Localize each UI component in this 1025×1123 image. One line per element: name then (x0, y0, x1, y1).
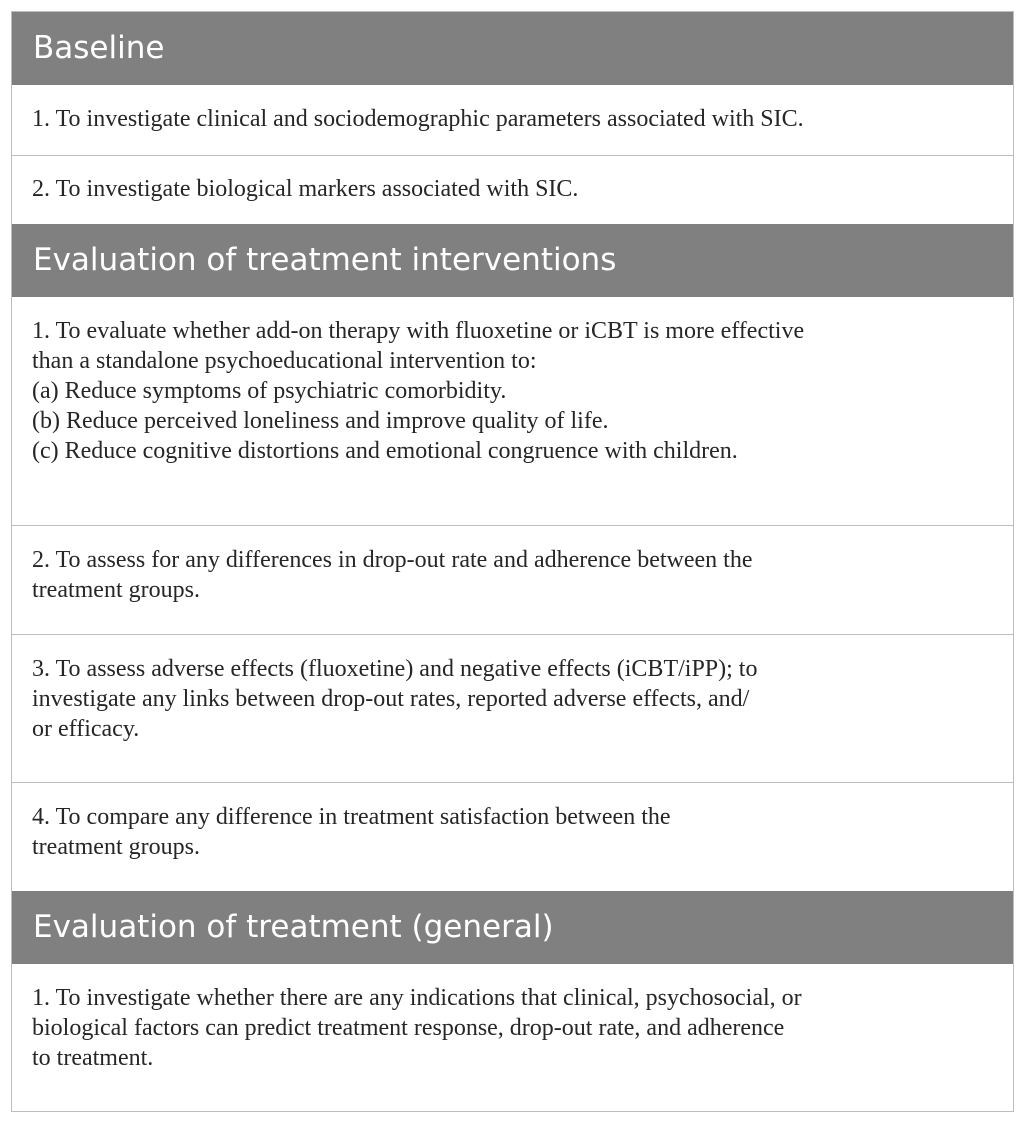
row-text-line: treatment groups. (32, 834, 200, 860)
row-text-line: 2. To assess for any differences in drop-out rate and adherence between the (32, 547, 753, 573)
row-text-line: 2. To investigate biological markers associated with SIC. (32, 176, 579, 202)
row-text-line: 1. To investigate clinical and sociodemographic parameters associated with SIC. (32, 106, 804, 132)
row-text-line: 3. To assess adverse effects (fluoxetine) and negative effects (iCBT/iPP); to (32, 656, 758, 682)
table-row (12, 155, 1013, 224)
row-text-line: treatment groups. (32, 577, 200, 603)
section-header-baseline (12, 12, 1013, 85)
row-text-line: 1. To investigate whether there are any indications that clinical, psychosocial, or (32, 985, 802, 1011)
table-row (12, 525, 1013, 634)
row-text-line: (a) Reduce symptoms of psychiatric comorbidity. (32, 378, 507, 404)
table-row (12, 297, 1013, 525)
row-text-line: 4. To compare any difference in treatment satisfaction between the (32, 804, 671, 830)
row-text-line: than a standalone psychoeducational intervention to: (32, 348, 537, 374)
table-row (12, 782, 1013, 891)
row-text-line: (b) Reduce perceived loneliness and improve quality of life. (32, 408, 609, 434)
table-row (12, 634, 1013, 782)
section-title: Evaluation of treatment (general) (33, 909, 554, 945)
row-text-line: (c) Reduce cognitive distortions and emotional congruence with children. (32, 438, 738, 464)
section-header-treatment-interventions (12, 224, 1013, 297)
section-title: Evaluation of treatment interventions (33, 242, 617, 278)
row-text-line: 1. To evaluate whether add-on therapy with fluoxetine or iCBT is more effective (32, 318, 805, 344)
row-text-line: or efficacy. (32, 716, 140, 742)
row-text-line: biological factors can predict treatment response, drop-out rate, and adherence (32, 1015, 785, 1041)
section-title: Baseline (33, 30, 165, 66)
section-header-treatment-general (12, 891, 1013, 964)
table-row (12, 85, 1013, 155)
row-text-line: investigate any links between drop-out rates, reported adverse effects, and/ (32, 686, 750, 712)
objectives-table (11, 11, 1014, 1112)
row-text-line: to treatment. (32, 1045, 154, 1071)
table-row (12, 964, 1013, 1111)
